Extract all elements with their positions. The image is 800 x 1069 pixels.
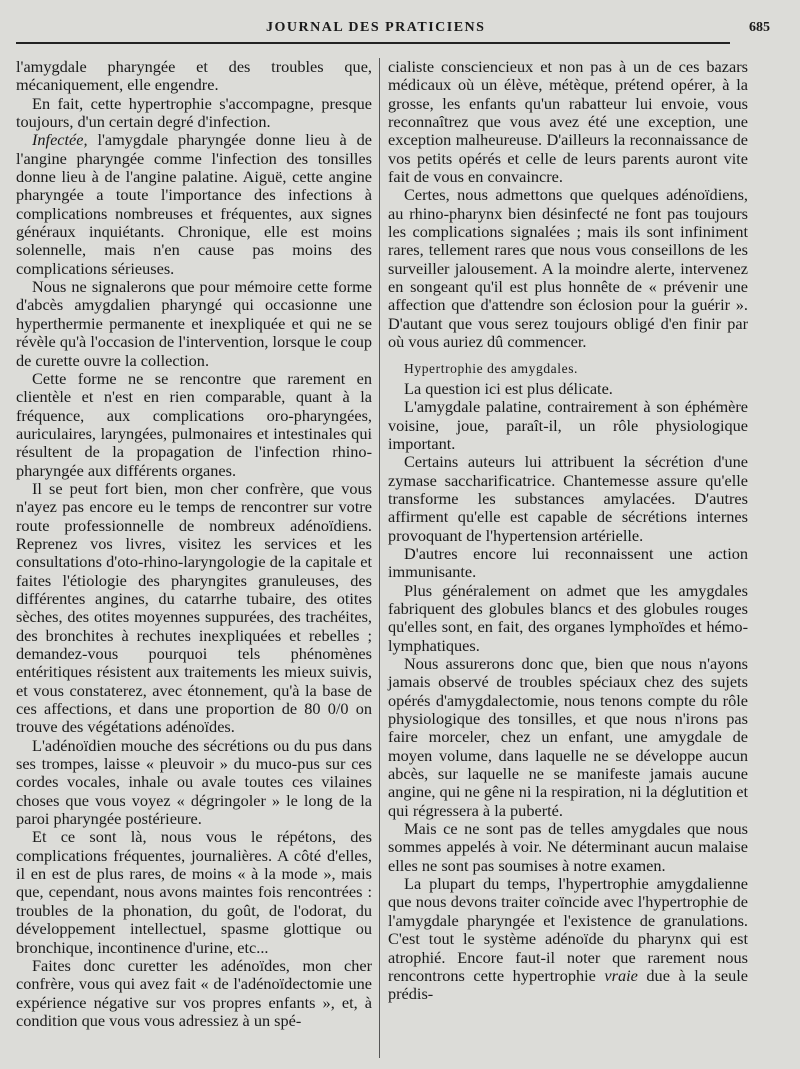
page-number: 685 [749, 20, 770, 35]
paragraph: Il se peut fort bien, mon cher confrère, que vous n'ayez pas encore eu le temps de rencontrer sur votre route professionnelle de nombreux adénoïdiens. Reprenez vos livres, visitez les services et les consultations d'oto-rhino-laryngologie de la capitale et faites l'étiologie des pharyngites granuleuses, des différentes angines, du catarrhe tubaire, des otites sèches, des otites moyennes suppurées, des trachéites, des bronchites à rechutes inexpliquées et rebelles ; demandez-vous pourquoi tels phénomènes entéritiques résistent aux traitements les mieux suivis, et vous constaterez, avec étonnement, qu'à la base de ces affections, et dans une proportion de 80 0/0 on trouve des végétations adénoïdes. [16, 478, 372, 737]
paragraph: En fait, cette hypertrophie s'accompagne, presque toujours, d'un certain degré d'infection. [16, 93, 372, 132]
column-divider [379, 58, 380, 1058]
paragraph: l'amygdale pharyngée et des troubles que, mécaniquement, elle engendre. [16, 57, 372, 95]
paragraph: Faites donc curetter les adénoïdes, mon cher confrère, vous qui avez fait « de l'adénoïdectomie une expérience négative sur vos propres enfants », et, à condition que vous vous adressiez à un spé- [16, 955, 372, 1030]
paragraph-infected-text: l'amygdale pharyngée donne lieu à de l'angine pharyngée comme l'infection des tonsilles donne lieu à de l'angine palatine. Aiguë, cette angine pharyngée a toute l'importance des infections à complications nombreuses et fréquentes, aux signes généraux inquiétants. Chronique, elle est moins solennelle, mais n'en cause pas moins des complications sérieuses. [16, 130, 372, 278]
journal-title: JOURNAL DES PRATICIENS [266, 20, 486, 35]
paragraph: Et ce sont là, nous vous le répétons, des complications fréquentes, journalières. A côté d'elles, il en est de plus rares, de moins « à la mode », mais que, cependant, nous avons maintes fois rencontrées : troubles de la phonation, du goût, de l'odorat, du développement intellectuel, spasme glottique ou bronchique, incontinence d'urine, etc... [16, 827, 372, 957]
paragraph: D'autres encore lui reconnaissent une action immunisante. [388, 543, 748, 582]
vraie-word: vraie [604, 965, 638, 985]
paragraph-last-text: La plupart du temps, l'hypertrophie amygdalienne que nous devons traiter coïncide avec l'hypertrophie de l'amygdale pharyngée et l'existence de granulations. C'est tout le système adénoïde du pharynx qui est atrophié. Encore faut-il noter que rarement nous rencontrons cette hypertrophie [388, 874, 748, 985]
paragraph: L'amygdale palatine, contrairement à son éphémère voisine, joue, paraît-il, un rôle physiologique important. [388, 397, 748, 453]
paragraph-last [388, 875, 748, 1003]
paragraph: Plus généralement on admet que les amygdales fabriquent des globules blancs et des globules rouges qu'elles sont, en fait, des organes lymphoïdes et hémo-lymphatiques. [388, 580, 748, 655]
page-header [16, 18, 770, 44]
paragraph-last-tail: due à la seule prédis- [388, 965, 748, 1004]
right-column [388, 58, 748, 1004]
paragraph: Certains auteurs lui attribuent la sécrétion d'une zymase saccharificatrice. Chantemesse assure qu'elle transforme les substances amylacées. D'autres affirment qu'elle est capable de sécrétions internes provoquant de l'hypertension artérielle. [388, 452, 748, 545]
paragraph: cialiste consciencieux et non pas à un de ces bazars médicaux où un élève, métèque, prétend opérer, à la grosse, les enfants qu'un rabatteur lui envoie, vous reconnaîtrez que vous avez été une exception, une exception malheureuse. D'ailleurs la reconnaissance de vos petits opérés et celle de leurs parents auront vite fait de vous en convaincre. [388, 57, 748, 187]
paragraph-infected [16, 131, 372, 278]
paragraph: L'adénoïdien mouche des sécrétions ou du pus dans ses trompes, laisse « pleuvoir » du muco-pus sur ces cordes vocales, inhale ou avale toutes ces vilaines choses que vous voyez « dégringoler » le long de la paroi pharyngée postérieure. [16, 735, 372, 829]
infected-label: Infectée, [32, 130, 88, 150]
paragraph: Nous ne signalerons que pour mémoire cette forme d'abcès amygdalien pharyngé qui occasionne une hyperthermie permanente et inexpliquée et qui ne se révèle qu'à l'occasion de l'intervention, lorsque le coup de curette ouvre la collection. [16, 277, 373, 370]
paragraph: Mais ce ne sont pas de telles amygdales que nous sommes appelés à voir. Ne déterminant aucun malaise elles ne sont pas soumises à notre examen. [388, 819, 748, 875]
paragraph: Nous assurerons donc que, bien que nous n'ayons jamais observé de troubles spéciaux chez des sujets opérés d'amygdalectomie, nous tenons compte du rôle physiologique des tonsilles, et que nous n'irons pas faire morceler, chez un enfant, une amygdale de moyen volume, dans laquelle ne se développe aucun abcès, sur laquelle ne se manifeste jamais aucune angine, qui ne gêne ni la respiration, ni la déglutition et qui régressera à la puberté. [388, 654, 748, 820]
paragraph: La question ici est plus délicate. [404, 378, 613, 398]
left-column [16, 58, 372, 1030]
paragraph: Certes, nous admettons que quelques adénoïdiens, au rhino-pharynx bien désinfecté ne font pas toujours les complications signalées ; mais ils sont infiniment rares, tellement rares que nous vous conseillons de les surveiller jalousement. A la moindre alerte, intervenez en songeant qu'il est plus honnête de « prévenir une affection que d'attendre son éclosion pour la guérir ». D'autant que vous serez toujours obligé d'en finir par où vous auriez dû commencer. [388, 185, 748, 352]
section-heading: Hypertrophie des amygdales. [404, 360, 579, 376]
paragraph: Cette forme ne se rencontre que rarement en clientèle et n'est en rien comparable, quant à la fréquence, aux complications oro-pharyngées, auriculaires, laryngées, pulmonaires et intestinales qui résultent de la propagation de l'infection rhino-pharyngée aux différents organes. [16, 368, 372, 480]
